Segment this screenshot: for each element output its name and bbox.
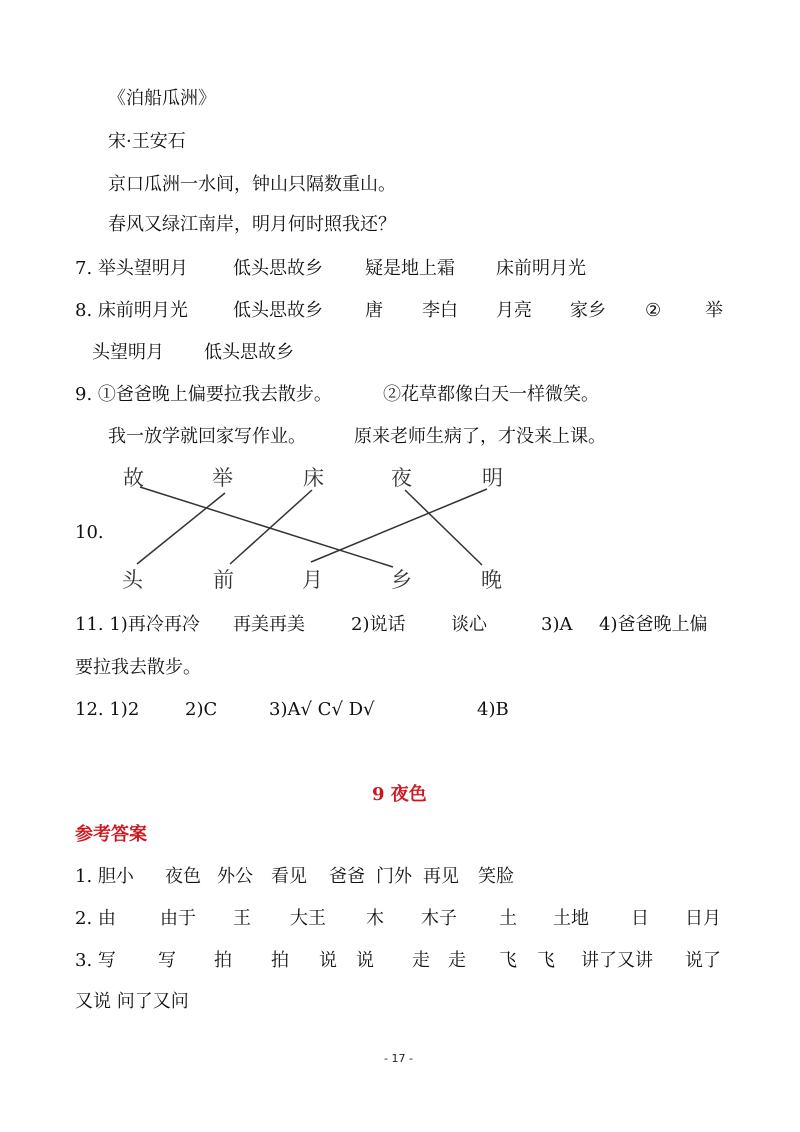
match-top-char: 床 xyxy=(303,466,324,490)
section-answer-3-item: 讲了又讲 xyxy=(581,950,653,971)
section-answer-3-item: 3. 写 xyxy=(75,950,116,971)
answer-9-item: 我一放学就回家写作业。 xyxy=(108,426,306,447)
answer-7-item: 7. 举头望明月 xyxy=(75,258,188,279)
section-answer-1-item: 笑脸 xyxy=(478,866,514,887)
section-title: 9 夜色 xyxy=(372,784,427,805)
section-answer-1-item: 1. 胆小 xyxy=(75,866,134,887)
section-answer-1-item: 爸爸 xyxy=(329,866,365,887)
section-answer-3-item: 走 xyxy=(412,950,430,971)
answer-9-item: 原来老师生病了，才没来上课。 xyxy=(354,426,606,447)
match-line xyxy=(311,489,487,562)
section-answer-2-item: 木子 xyxy=(421,908,457,929)
section-answer-3-item: 说 xyxy=(356,950,374,971)
section-answer-3-item: 说 xyxy=(319,950,337,971)
match-top-char: 故 xyxy=(123,466,144,490)
match-line xyxy=(230,490,312,564)
answer-12 xyxy=(75,699,675,721)
answer-8-item: 唐 xyxy=(365,300,383,321)
answer-7-item: 低头思故乡 xyxy=(233,258,323,279)
answer-7-item: 床前明月光 xyxy=(496,258,586,279)
section-answer-2-item: 日 xyxy=(631,908,649,929)
answer-7-item: 疑是地上霜 xyxy=(365,258,455,279)
section-answer-3-item: 飞 xyxy=(537,950,555,971)
match-bottom-char: 乡 xyxy=(391,568,412,592)
section-answer-1-item: 看见 xyxy=(271,866,307,887)
section-answer-2-item: 日月 xyxy=(685,908,721,929)
answer-11 xyxy=(75,614,775,636)
poem-title: 《泊船瓜洲》 xyxy=(108,88,216,109)
answer-10-label: 10. xyxy=(75,522,104,543)
answer-8-item: 月亮 xyxy=(496,300,532,321)
poem-line-1: 京口瓜洲一水间，钟山只隔数重山。 xyxy=(108,174,396,195)
answer-11-item: 2)说话 xyxy=(351,614,406,635)
match-top-char: 举 xyxy=(212,466,233,490)
section-answer-3-item: 说了 xyxy=(685,950,721,971)
answer-8-item: 低头思故乡 xyxy=(233,300,323,321)
answer-11-item: 4)爸爸晚上偏 xyxy=(599,614,708,635)
section-answer-1 xyxy=(75,866,675,888)
section-answer-3-item: 拍 xyxy=(214,950,232,971)
answer-11-item: 谈心 xyxy=(451,614,487,635)
answer-12-item: 2)C xyxy=(185,699,218,720)
section-answer-2-item: 大王 xyxy=(290,908,326,929)
answer-11-item: 11. 1)再冷再冷 xyxy=(75,614,200,635)
poem-line-2: 春风又绿江南岸，明月何时照我还？ xyxy=(108,214,396,235)
poem-author: 宋·王安石 xyxy=(108,131,186,152)
answer-8-item: 8. 床前明月光 xyxy=(75,300,188,321)
answer-8-item: 低头思故乡 xyxy=(204,342,294,363)
section-answer-3-item: 走 xyxy=(448,950,466,971)
match-top-char: 夜 xyxy=(391,466,412,490)
section-answer-3-item: 飞 xyxy=(499,950,517,971)
answer-9-item: 9. ①爸爸晚上偏要拉我去散步。 xyxy=(75,384,332,405)
section-answer-1-item: 外公 xyxy=(217,866,253,887)
match-bottom-char: 月 xyxy=(302,568,323,592)
section-answer-3-continued: 又说 问了又问 xyxy=(75,991,189,1012)
section-answer-3 xyxy=(75,950,775,972)
section-answer-1-item: 门外 xyxy=(376,866,412,887)
section-answer-2-item: 王 xyxy=(233,908,251,929)
section-answer-1-item: 再见 xyxy=(423,866,459,887)
section-answer-2-item: 2. 由 xyxy=(75,908,116,929)
answer-8-item: 头望明月 xyxy=(92,342,164,363)
answer-12-item: 12. 1)2 xyxy=(75,699,140,720)
answer-8-item: 举 xyxy=(705,300,723,321)
answer-11-item: 3)A xyxy=(541,614,573,635)
answer-12-item: 4)B xyxy=(477,699,509,720)
match-top-char: 明 xyxy=(482,466,503,490)
match-line xyxy=(140,487,393,567)
match-bottom-char: 前 xyxy=(213,568,234,592)
answer-9-item: ②花草都像白天一样微笑。 xyxy=(383,384,599,405)
section-answer-2-item: 木 xyxy=(366,908,384,929)
section-answer-2 xyxy=(75,908,775,930)
answer-8-item: 家乡 xyxy=(570,300,606,321)
answer-11-continued: 要拉我去散步。 xyxy=(75,657,201,678)
answer-heading: 参考答案 xyxy=(75,824,147,845)
page-number: - 17 - xyxy=(384,1052,413,1065)
match-line xyxy=(137,493,225,564)
answer-8-item: ② xyxy=(645,300,662,321)
match-bottom-char: 晚 xyxy=(481,568,502,592)
section-answer-2-item: 由于 xyxy=(160,908,196,929)
match-bottom-char: 头 xyxy=(122,568,143,592)
answer-8-item: 李白 xyxy=(422,300,458,321)
section-answer-2-item: 土地 xyxy=(553,908,589,929)
match-line xyxy=(405,490,482,565)
answer-11-item: 再美再美 xyxy=(233,614,305,635)
section-answer-3-item: 写 xyxy=(158,950,176,971)
section-answer-2-item: 土 xyxy=(499,908,517,929)
answer-12-item: 3)A√ C√ D√ xyxy=(269,699,375,720)
section-answer-3-item: 拍 xyxy=(271,950,289,971)
section-answer-1-item: 夜色 xyxy=(165,866,201,887)
